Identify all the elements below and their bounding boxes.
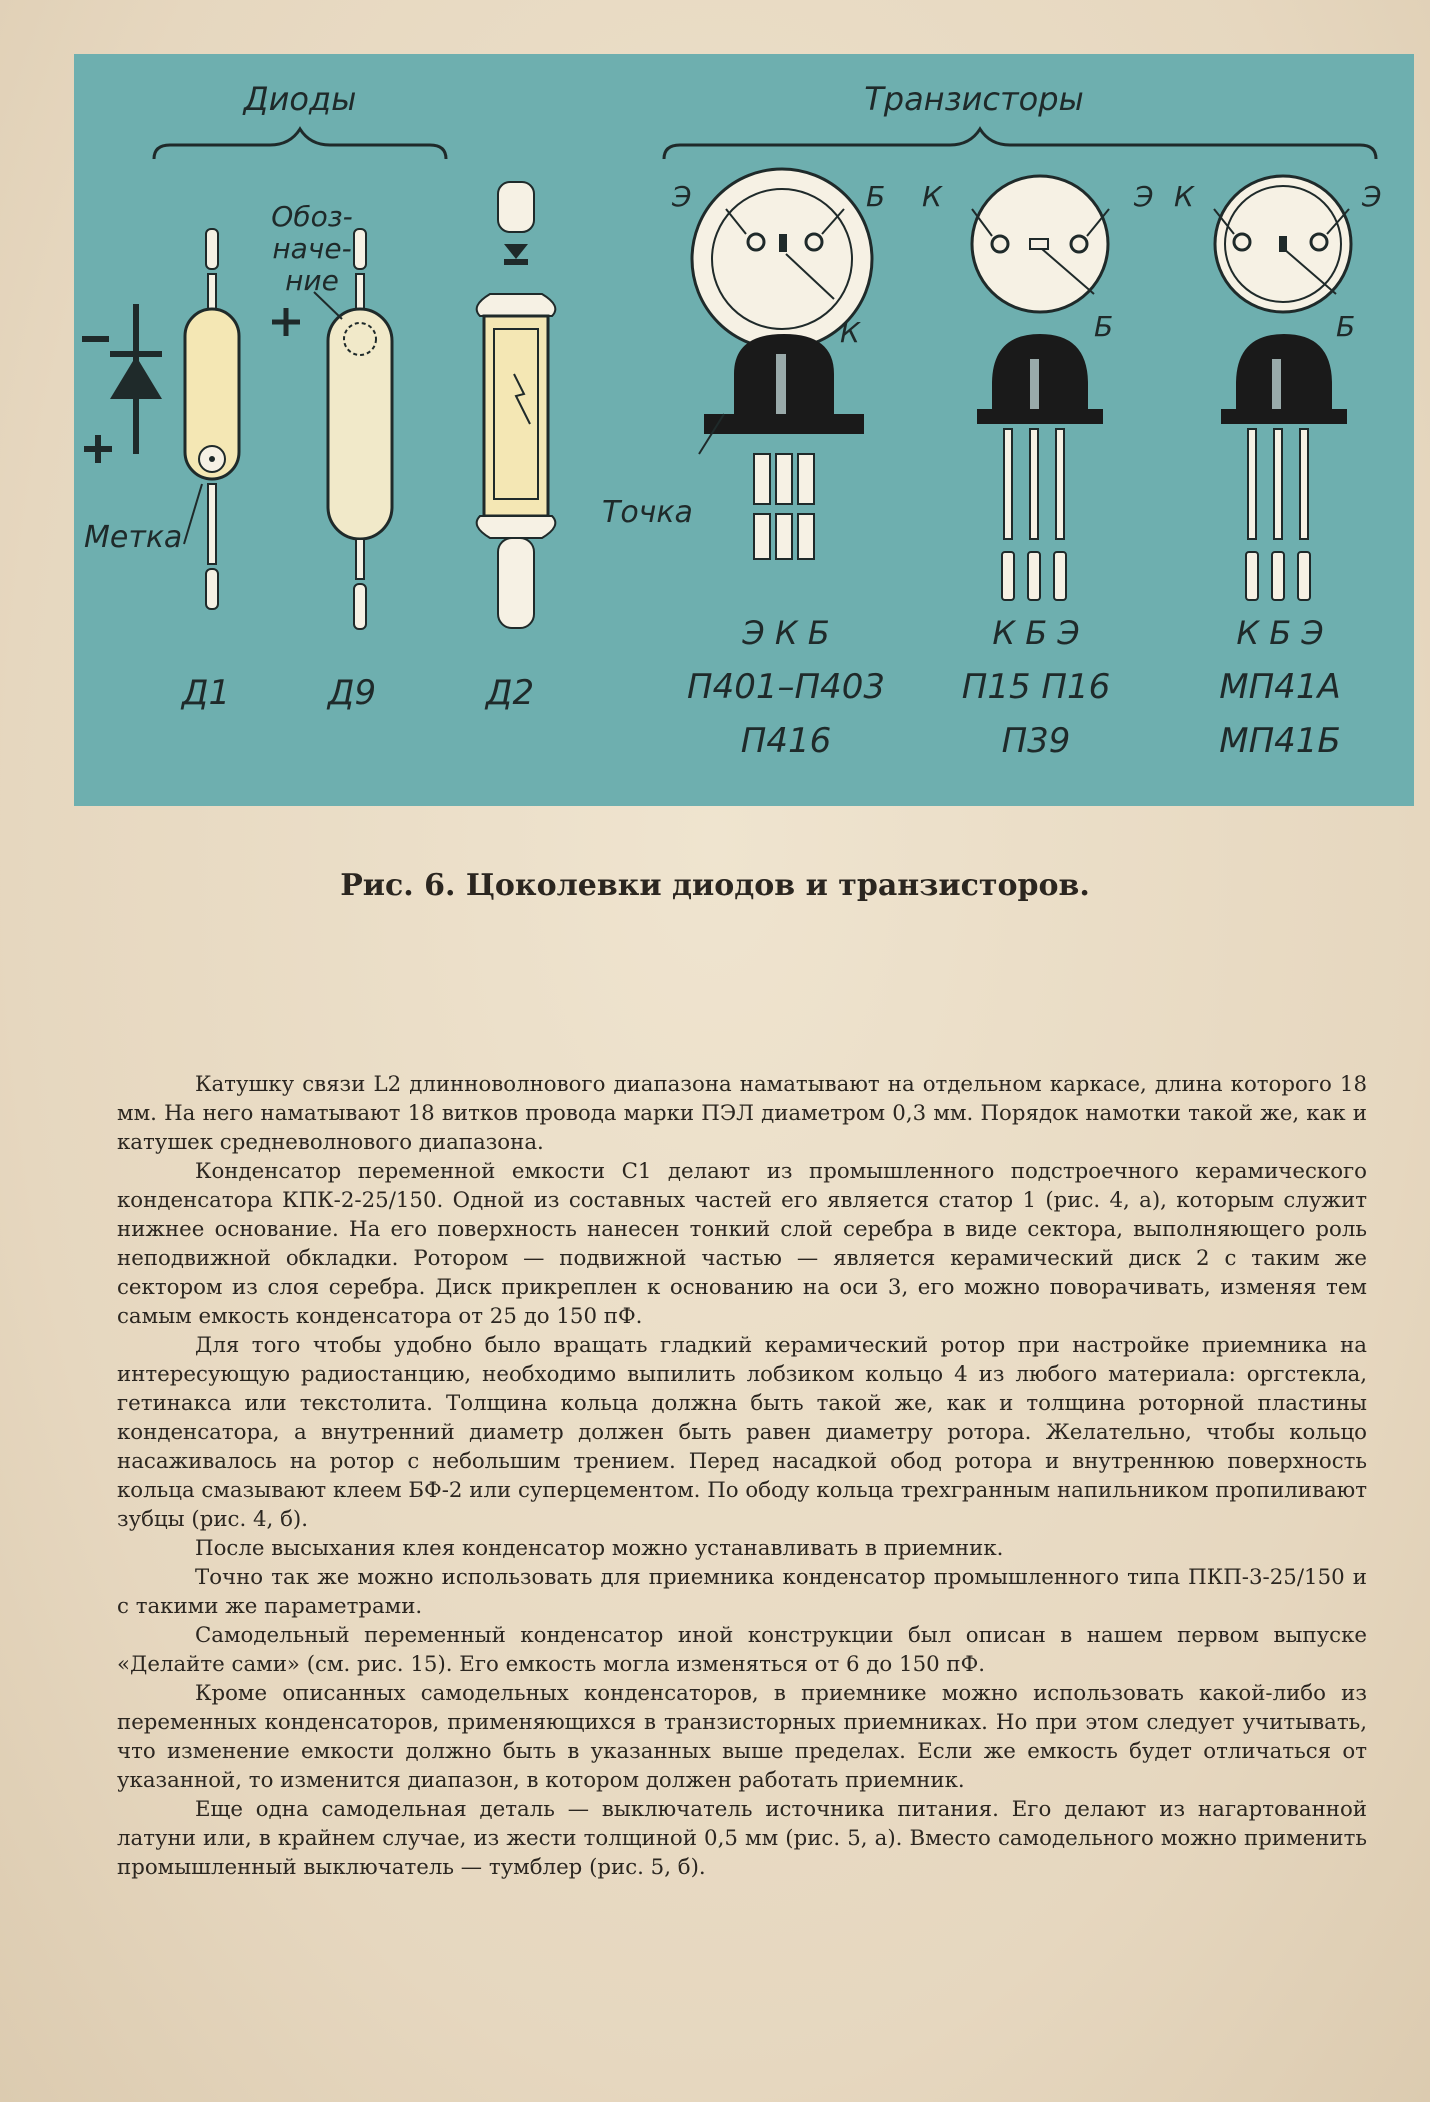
paragraph: Для того чтобы удобно было вращать гладкий керамический ротор при настройке приемника на интересующую радиостанцию, необходимо выпилить лобзиком кольцо 4 из любого материала: оргстекла, гетинакса или текстолита. Толщина кольца должна быть такой же, как и толщина роторной пластины конденсатора, а внутренний диаметр должен быть равен диаметру ротора. Желательно, чтобы кольцо насаживалось на ротор с небольшим трением. Перед насадкой обод ротора и внутреннюю поверхность кольца смазывают клеем БФ-2 или суперцементом. По ободу кольца трехгранным напильником пропиливают зубцы (рис. 4, б). xyxy=(117,1333,1367,1532)
figure-pinouts xyxy=(74,54,1414,806)
t1-pin-order: Э К Б xyxy=(742,614,830,652)
transistor-p15-body xyxy=(977,334,1103,600)
diode-symbol xyxy=(82,304,162,463)
t2-type-line2: П39 xyxy=(1001,721,1071,761)
t1-pin-e-top: Э xyxy=(672,180,692,213)
label-marking-line1: Обоз- xyxy=(271,200,353,233)
label-dot: Точка xyxy=(602,495,693,530)
t3-pin-e-top: Э xyxy=(1362,180,1382,213)
diodes-heading: Диоды xyxy=(243,80,357,118)
t1-type-line2: П416 xyxy=(740,721,832,761)
diode-d1 xyxy=(184,229,239,609)
transistor-p401-body xyxy=(699,334,864,559)
paragraph: После высыхания клея конденсатор можно устанавливать в приемник. xyxy=(195,1536,1004,1561)
paragraph: Точно так же можно использовать для приемника конденсатор промышленного типа ПКП-3-25/150 и с такими же параметрами. xyxy=(117,1565,1367,1619)
t3-pin-k-top: К xyxy=(1174,180,1194,213)
transistor-mp41-top-view xyxy=(1214,176,1351,312)
pinout-illustration xyxy=(74,54,1414,806)
diode-d2 xyxy=(477,182,556,628)
figure-caption: Рис. 6. Цоколевки диодов и транзисторов. xyxy=(340,868,1090,903)
t1-pin-b-top: Б xyxy=(866,180,886,213)
paragraph: Самодельный переменный конденсатор иной конструкции был описан в нашем первом выпуске «Делайте сами» (см. рис. 15). Его емкость могла изменяться от 6 до 150 пФ. xyxy=(117,1623,1367,1677)
paragraph: Кроме описанных самодельных конденсаторов, в приемнике можно использовать какой-либо из переменных конденсаторов, применяющихся в транзисторных приемниках. Но при этом следует учитывать, что изменение емкости должно быть в указанных выше пределах. Если же емкость будет отличаться от указанной, то изменится диапазон, в котором должен работать приемник. xyxy=(117,1681,1367,1793)
t2-pin-b-top: Б xyxy=(1094,310,1114,343)
t1-type-line1: П401–П403 xyxy=(687,667,885,707)
t2-pin-e-top: Э xyxy=(1134,180,1154,213)
paragraph: Еще одна самодельная деталь — выключатель источника питания. Его делают из нагартованной латуни или, в крайнем случае, из жести толщиной 0,5 мм (рис. 5, а). Вместо самодельного можно применить промышленный выключатель — тумблер (рис. 5, б). xyxy=(117,1797,1367,1880)
transistor-p15-top-view xyxy=(972,176,1109,312)
t3-type-line1: МП41А xyxy=(1219,667,1341,707)
label-marking-line2: наче- xyxy=(272,232,352,265)
t3-pin-b-top: Б xyxy=(1336,310,1356,343)
t3-pin-order: К Б Э xyxy=(1236,614,1324,652)
diode-type-d2: Д2 xyxy=(485,673,535,713)
t2-type-line1: П15 П16 xyxy=(961,667,1111,707)
transistors-brace xyxy=(664,129,1376,159)
t3-type-line2: МП41Б xyxy=(1219,721,1341,761)
label-mark: Метка xyxy=(84,520,183,555)
t1-pin-k-top: К xyxy=(840,316,860,349)
paragraph: Конденсатор переменной емкости C1 делают из промышленного подстроечного керамического конденсатора КПК-2-25/150. Одной из составных частей его является статор 1 (рис. 4, а), которым служит нижнее основание. На его поверхность нанесен тонкий слой серебра в виде сектора, выполняющего роль неподвижной обкладки. Ротором — подвижной частью — является керамический диск 2 с таким же сектором из слоя серебра. Диск прикреплен к основанию на оси 3, его можно поворачивать, изменяя тем самым емкость конденсатора от 25 до 150 пФ. xyxy=(117,1159,1367,1329)
transistor-mp41-body xyxy=(1221,334,1347,600)
label-marking-line3: ние xyxy=(285,264,339,297)
diodes-brace xyxy=(154,129,446,159)
body-text xyxy=(117,1070,1367,1882)
diode-type-d1: Д1 xyxy=(181,673,231,713)
transistors-heading: Транзисторы xyxy=(864,80,1084,118)
t2-pin-k-top: К xyxy=(922,180,942,213)
diode-type-d9: Д9 xyxy=(327,673,377,713)
t2-pin-order: К Б Э xyxy=(992,614,1080,652)
paragraph: Катушку связи L2 длинноволнового диапазона наматывают на отдельном каркасе, длина которого 18 мм. На него наматывают 18 витков провода марки ПЭЛ диаметром 0,3 мм. Порядок намотки такой же, как и катушек средневолнового диапазона. xyxy=(117,1072,1367,1155)
